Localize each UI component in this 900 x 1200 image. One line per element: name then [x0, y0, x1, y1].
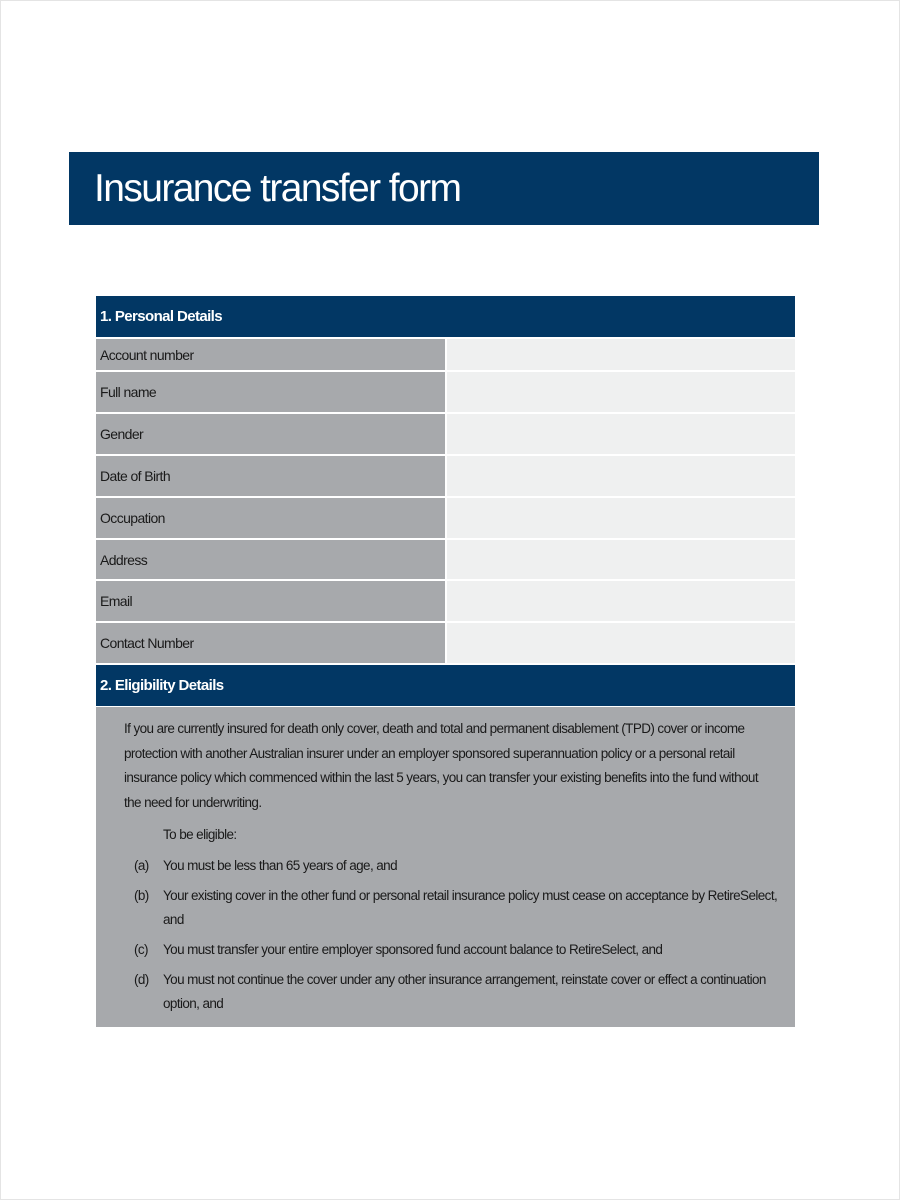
section-personal-details-heading: 1. Personal Details — [96, 296, 795, 337]
contact-number-field[interactable] — [447, 623, 795, 663]
eligibility-item — [134, 854, 787, 878]
field-label: Date of Birth — [96, 456, 445, 496]
item-text: You must transfer your entire employer sponsored fund account balance to RetireSelect, and — [163, 942, 663, 957]
account-number-field[interactable] — [447, 339, 795, 370]
item-marker: (a) — [134, 858, 149, 873]
field-row-address — [96, 540, 795, 579]
email-field[interactable] — [447, 581, 795, 621]
gender-field[interactable] — [447, 414, 795, 454]
eligibility-intro: If you are currently insured for death only cover, death and total and permanent disablement (TPD) cover or income protection with another Australian insurer under an employer sponsored superannuation policy or a personal retail insurance policy which commenced within the last 5 years, you can transfer your existing benefits into the fund without the need for underwriting. — [124, 721, 758, 810]
field-label: Contact Number — [96, 623, 445, 663]
eligibility-item — [134, 884, 787, 932]
title-banner — [69, 152, 819, 225]
eligibility-item — [134, 968, 787, 1016]
item-marker: (d) — [134, 972, 149, 987]
section-eligibility-heading: 2. Eligibility Details — [96, 665, 795, 706]
field-label: Account number — [96, 339, 445, 370]
field-row-account-number — [96, 339, 795, 370]
item-marker: (b) — [134, 888, 149, 903]
item-text: Your existing cover in the other fund or personal retail insurance policy must cease on acceptance by RetireSelect, and — [163, 888, 778, 927]
field-row-gender — [96, 414, 795, 454]
field-row-contact-number — [96, 623, 795, 663]
eligibility-item — [134, 938, 787, 962]
date-of-birth-field[interactable] — [447, 456, 795, 496]
field-row-email — [96, 581, 795, 621]
field-label: Gender — [96, 414, 445, 454]
to-be-eligible-label: To be eligible: — [163, 827, 237, 842]
page-title: Insurance transfer form — [94, 167, 461, 210]
full-name-field[interactable] — [447, 372, 795, 412]
field-row-date-of-birth — [96, 456, 795, 496]
field-row-occupation — [96, 498, 795, 538]
field-label: Email — [96, 581, 445, 621]
field-label: Occupation — [96, 498, 445, 538]
field-label: Full name — [96, 372, 445, 412]
field-row-full-name — [96, 372, 795, 412]
field-label: Address — [96, 540, 445, 579]
item-text: You must be less than 65 years of age, and — [163, 858, 397, 873]
occupation-field[interactable] — [447, 498, 795, 538]
item-text: You must not continue the cover under any other insurance arrangement, reinstate cover or effect a continuation option, and — [163, 972, 766, 1011]
item-marker: (c) — [134, 942, 148, 957]
eligibility-body — [96, 707, 795, 1027]
address-field[interactable] — [447, 540, 795, 579]
